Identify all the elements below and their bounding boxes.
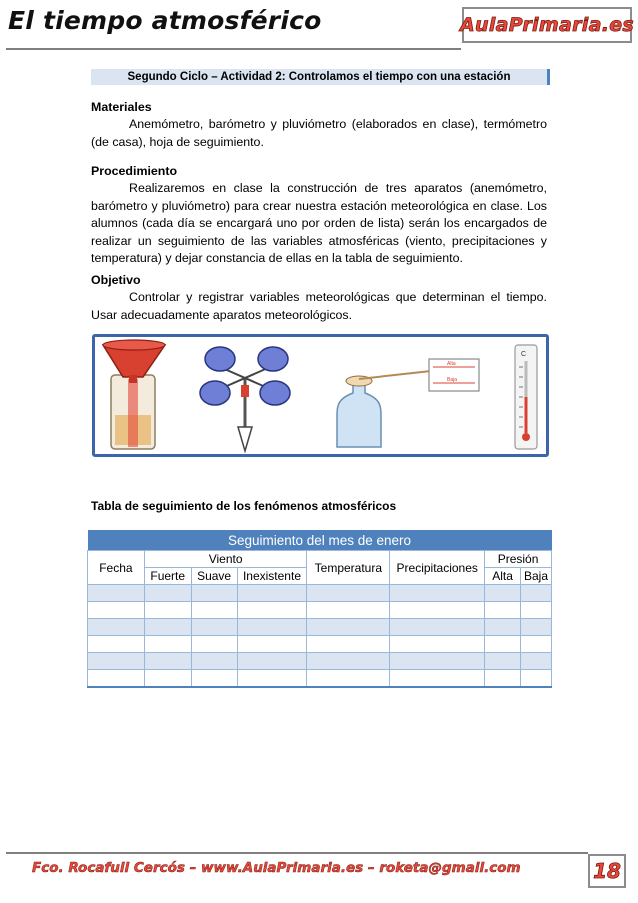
- table-cell: [485, 636, 521, 653]
- barometer-low-label: Baja: [447, 377, 458, 383]
- table-cell: [521, 636, 552, 653]
- header-fuerte: Fuerte: [144, 568, 191, 585]
- table-cell: [307, 585, 390, 602]
- thermometer-icon: [515, 345, 537, 449]
- objetivo-heading: Objetivo: [91, 273, 141, 287]
- table-cell: [191, 653, 237, 670]
- table-cell: [307, 653, 390, 670]
- table-row: [88, 670, 552, 688]
- materiales-heading: Materiales: [91, 100, 152, 114]
- thermometer-mark: C: [521, 351, 527, 358]
- table-cell: [191, 602, 237, 619]
- table-cell: [144, 653, 191, 670]
- barometer-high-label: Alta: [447, 361, 456, 367]
- table-cell: [88, 653, 145, 670]
- table-cell: [390, 619, 485, 636]
- header-temperatura: Temperatura: [307, 551, 390, 585]
- table-row: [88, 636, 552, 653]
- table-cell: [390, 670, 485, 688]
- table-cell: [88, 619, 145, 636]
- table-cell: [307, 636, 390, 653]
- table-cell: [144, 619, 191, 636]
- table-cell: [485, 619, 521, 636]
- table-cell: [237, 619, 307, 636]
- tracking-table: [87, 530, 552, 688]
- objetivo-section: [91, 272, 547, 324]
- table-cell: [307, 670, 390, 688]
- table-cell: [485, 653, 521, 670]
- procedimiento-text: Realizaremos en clase la construcción de tres aparatos (anemómetro, barómetro y pluviómetro) para crear nuestra estación meteorológica en clase. Los alumnos (cada día se encargará uno por orden de lista) serán los encargados de realizar un seguimiento de las variables atmosféricas (viento, precipitaciones y temperatura) y dejar constancia de ellas en la tabla de seguimiento.: [91, 181, 547, 266]
- table-cell: [191, 619, 237, 636]
- table-cell: [144, 602, 191, 619]
- table-cell: [237, 653, 307, 670]
- table-cell: [88, 585, 145, 602]
- table-cell: [307, 619, 390, 636]
- table-cell: [390, 602, 485, 619]
- table-cell: [521, 585, 552, 602]
- table-cell: [485, 602, 521, 619]
- table-cell: [88, 670, 145, 688]
- table-cell: [237, 670, 307, 688]
- table-cell: [485, 670, 521, 688]
- header-inexistente: Inexistente: [237, 568, 307, 585]
- table-cell: [521, 670, 552, 688]
- table-cell: [237, 602, 307, 619]
- table-caption: Tabla de seguimiento de los fenómenos atmosféricos: [91, 499, 397, 513]
- table-title: Seguimiento del mes de enero: [88, 530, 552, 551]
- table-row: [88, 602, 552, 619]
- header-viento: Viento: [144, 551, 307, 568]
- anemometer-icon: [200, 347, 290, 451]
- table-cell: [307, 602, 390, 619]
- table-cell: [390, 636, 485, 653]
- table-cell: [237, 585, 307, 602]
- table-row: [88, 653, 552, 670]
- table-cell: [521, 602, 552, 619]
- header-precipitaciones: Precipitaciones: [390, 551, 485, 585]
- table-body: [88, 585, 552, 688]
- procedimiento-section: [91, 163, 547, 267]
- objetivo-text: Controlar y registrar variables meteorológicas que determinan el tiempo. Usar adecuadamente aparatos meteorológicos.: [91, 290, 547, 322]
- footer-divider: [6, 852, 588, 854]
- table-cell: [390, 585, 485, 602]
- activity-title: Segundo Ciclo – Actividad 2: Controlamos el tiempo con una estación: [91, 69, 550, 85]
- materiales-section: [91, 99, 547, 151]
- page-title: El tiempo atmosférico: [8, 6, 322, 35]
- brand-text: AulaPrimaria.es: [459, 14, 635, 36]
- footer-credit: Fco. Rocafull Cercós – www.AulaPrimaria.es – roketa@gmail.com: [32, 860, 521, 876]
- table-cell: [144, 670, 191, 688]
- table-cell: [390, 653, 485, 670]
- table-row: [88, 585, 552, 602]
- table-cell: [191, 585, 237, 602]
- procedimiento-heading: Procedimiento: [91, 164, 178, 178]
- header-suave: Suave: [191, 568, 237, 585]
- brand-logo: [459, 7, 635, 43]
- header-alta: Alta: [485, 568, 521, 585]
- table-cell: [191, 670, 237, 688]
- table-cell: [191, 636, 237, 653]
- table-cell: [144, 636, 191, 653]
- header-divider: [6, 48, 461, 50]
- table-row: [88, 619, 552, 636]
- table-cell: [521, 619, 552, 636]
- page-number: 18: [593, 859, 621, 883]
- header-presion: Presión: [485, 551, 552, 568]
- instruments-illustration: [92, 334, 549, 457]
- barometer-icon: [337, 359, 479, 447]
- table-cell: [88, 636, 145, 653]
- header-fecha: Fecha: [88, 551, 145, 585]
- page-number-box: [588, 854, 626, 888]
- rain-gauge-icon: [103, 340, 165, 449]
- table-cell: [88, 602, 145, 619]
- table-cell: [237, 636, 307, 653]
- table-cell: [521, 653, 552, 670]
- table-cell: [144, 585, 191, 602]
- materiales-text: Anemómetro, barómetro y pluviómetro (elaborados en clase), termómetro (de casa), hoja de seguimiento.: [91, 117, 547, 149]
- table-cell: [485, 585, 521, 602]
- instruments-svg: [95, 337, 546, 454]
- header-baja: Baja: [521, 568, 552, 585]
